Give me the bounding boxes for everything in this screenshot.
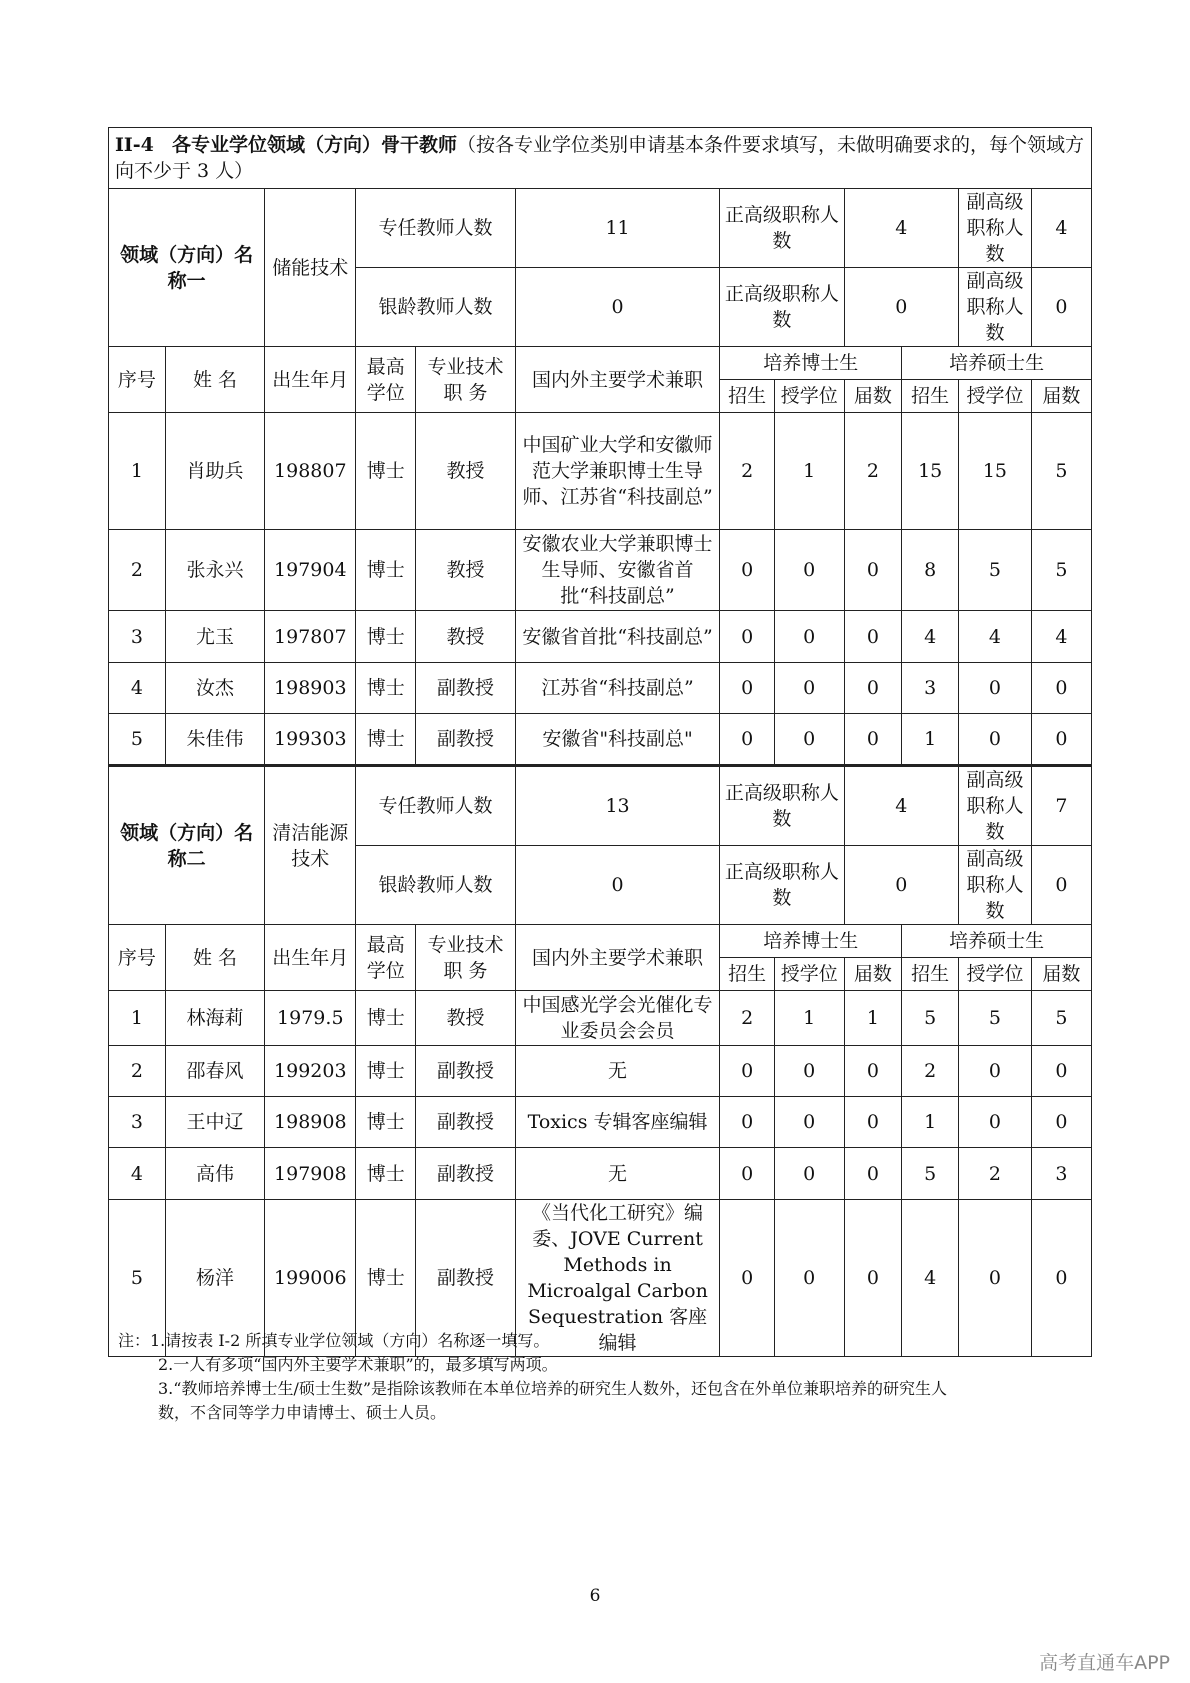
table-row xyxy=(109,1046,1092,1097)
label-senior: 正高级职称人数 xyxy=(720,189,844,268)
table-row xyxy=(109,611,1092,663)
header-seq: 序号 xyxy=(109,925,166,991)
table-title: 各专业学位领域（方向）骨干教师 xyxy=(172,134,458,156)
cell-positions: 安徽省"科技副总" xyxy=(515,714,720,766)
note-3: 3.“教师培养博士生/硕士生数”是指除该教师在本单位培养的研究生人数外，还包含在外单位兼职培养的研究生人 xyxy=(158,1379,948,1398)
cell-master-grant: 4 xyxy=(959,611,1032,663)
header-degree: 最高学位 xyxy=(356,347,416,413)
cell-degree: 博士 xyxy=(356,1148,416,1200)
cell-master-grant: 5 xyxy=(959,530,1032,611)
cell-phd-recruit: 0 xyxy=(720,1097,775,1148)
label-silver: 银龄教师人数 xyxy=(356,846,516,925)
table-row xyxy=(109,1148,1092,1200)
value-silver-senior: 0 xyxy=(844,846,959,925)
cell-phd-cohort: 2 xyxy=(844,413,902,530)
cell-positions: 安徽省首批“科技副总” xyxy=(515,611,720,663)
cell-degree: 博士 xyxy=(356,611,416,663)
cell-name: 肖助兵 xyxy=(165,413,265,530)
header-name: 姓 名 xyxy=(165,347,265,413)
cell-seq: 2 xyxy=(109,1046,166,1097)
cell-master-cohort: 0 xyxy=(1031,714,1091,766)
cell-birth: 197904 xyxy=(265,530,356,611)
cell-degree: 博士 xyxy=(356,1200,416,1357)
value-senior: 4 xyxy=(844,189,959,268)
cell-title: 副教授 xyxy=(416,1148,516,1200)
header-phd: 培养博士生 xyxy=(720,925,902,958)
cell-master-grant: 0 xyxy=(959,1200,1032,1357)
cell-phd-cohort: 1 xyxy=(844,991,902,1046)
cell-degree: 博士 xyxy=(356,530,416,611)
cell-name: 朱佳伟 xyxy=(165,714,265,766)
cell-positions: 中国感光学会光催化专业委员会会员 xyxy=(515,991,720,1046)
cell-name: 王中辽 xyxy=(165,1097,265,1148)
cell-title: 教授 xyxy=(416,530,516,611)
cell-name: 邵春风 xyxy=(165,1046,265,1097)
table-row xyxy=(109,413,1092,530)
table-row xyxy=(109,991,1092,1046)
cell-birth: 198908 xyxy=(265,1097,356,1148)
cell-master-cohort: 0 xyxy=(1031,1046,1091,1097)
label-full-time: 专任教师人数 xyxy=(356,766,516,846)
cell-master-grant: 0 xyxy=(959,1097,1032,1148)
cell-name: 林海莉 xyxy=(165,991,265,1046)
cell-master-recruit: 4 xyxy=(902,611,959,663)
cell-phd-cohort: 0 xyxy=(844,1148,902,1200)
cell-degree: 博士 xyxy=(356,714,416,766)
header-positions: 国内外主要学术兼职 xyxy=(515,347,720,413)
cell-birth: 197807 xyxy=(265,611,356,663)
cell-positions: 中国矿业大学和安徽师范大学兼职博士生导师、江苏省“科技副总” xyxy=(515,413,720,530)
cell-title: 副教授 xyxy=(416,1097,516,1148)
cell-phd-cohort: 0 xyxy=(844,663,902,714)
cell-positions: 江苏省“科技副总” xyxy=(515,663,720,714)
cell-phd-grant: 0 xyxy=(774,1046,844,1097)
cell-degree: 博士 xyxy=(356,663,416,714)
cell-master-cohort: 5 xyxy=(1031,530,1091,611)
cell-phd-recruit: 0 xyxy=(720,530,775,611)
cell-phd-cohort: 0 xyxy=(844,1200,902,1357)
value-vice-senior: 7 xyxy=(1031,766,1091,846)
value-silver-vice: 0 xyxy=(1031,846,1091,925)
label-senior: 正高级职称人数 xyxy=(720,766,844,846)
cell-name: 汝杰 xyxy=(165,663,265,714)
value-silver: 0 xyxy=(515,846,720,925)
cell-title: 副教授 xyxy=(416,714,516,766)
cell-title: 教授 xyxy=(416,991,516,1046)
cell-phd-grant: 0 xyxy=(774,530,844,611)
header-master: 培养硕士生 xyxy=(902,347,1092,380)
note-2: 2.一人有多项“国内外主要学术兼职”的，最多填写两项。 xyxy=(158,1355,558,1374)
value-full-time: 11 xyxy=(515,189,720,268)
label-full-time: 专任教师人数 xyxy=(356,189,516,268)
cell-positions: 无 xyxy=(515,1046,720,1097)
cell-master-cohort: 5 xyxy=(1031,413,1091,530)
value-silver: 0 xyxy=(515,268,720,347)
cell-phd-recruit: 2 xyxy=(720,413,775,530)
cell-seq: 3 xyxy=(109,611,166,663)
cell-phd-recruit: 0 xyxy=(720,1148,775,1200)
label-silver-vice: 副高级职称人数 xyxy=(959,846,1032,925)
cell-phd-grant: 1 xyxy=(774,991,844,1046)
header-degree: 最高学位 xyxy=(356,925,416,991)
cell-phd-recruit: 0 xyxy=(720,1046,775,1097)
value-full-time: 13 xyxy=(515,766,720,846)
cell-birth: 1979.5 xyxy=(265,991,356,1046)
table-row xyxy=(109,714,1092,766)
cell-phd-cohort: 0 xyxy=(844,1046,902,1097)
header-master-recruit: 招生 xyxy=(902,380,959,413)
cell-degree: 博士 xyxy=(356,1046,416,1097)
label-silver: 银龄教师人数 xyxy=(356,268,516,347)
cell-phd-recruit: 2 xyxy=(720,991,775,1046)
header-phd-cohort: 届数 xyxy=(844,380,902,413)
label-silver-vice: 副高级职称人数 xyxy=(959,268,1032,347)
cell-master-recruit: 5 xyxy=(902,991,959,1046)
cell-master-recruit: 8 xyxy=(902,530,959,611)
watermark: 高考直通车APP xyxy=(1039,1652,1170,1674)
table-notes xyxy=(118,1329,1078,1425)
cell-seq: 1 xyxy=(109,991,166,1046)
table-row xyxy=(109,530,1092,611)
header-phd-grant: 授学位 xyxy=(774,380,844,413)
cell-master-cohort: 3 xyxy=(1031,1148,1091,1200)
header-master-recruit: 招生 xyxy=(902,958,959,991)
cell-title: 副教授 xyxy=(416,1046,516,1097)
cell-title: 教授 xyxy=(416,413,516,530)
header-title: 专业技术职 务 xyxy=(416,347,516,413)
cell-birth: 199203 xyxy=(265,1046,356,1097)
cell-title: 副教授 xyxy=(416,663,516,714)
value-senior: 4 xyxy=(844,766,959,846)
cell-seq: 4 xyxy=(109,1148,166,1200)
header-seq: 序号 xyxy=(109,347,166,413)
cell-master-recruit: 15 xyxy=(902,413,959,530)
cell-master-grant: 15 xyxy=(959,413,1032,530)
cell-master-recruit: 5 xyxy=(902,1148,959,1200)
faculty-table xyxy=(108,127,1092,1357)
header-master-grant: 授学位 xyxy=(959,380,1032,413)
cell-name: 杨洋 xyxy=(165,1200,265,1357)
cell-master-cohort: 4 xyxy=(1031,611,1091,663)
cell-degree: 博士 xyxy=(356,991,416,1046)
cell-master-recruit: 4 xyxy=(902,1200,959,1357)
cell-positions: Toxics 专辑客座编辑 xyxy=(515,1097,720,1148)
cell-title: 教授 xyxy=(416,611,516,663)
cell-master-cohort: 5 xyxy=(1031,991,1091,1046)
cell-name: 张永兴 xyxy=(165,530,265,611)
field-label: 领域（方向）名称二 xyxy=(109,766,265,925)
table-row xyxy=(109,663,1092,714)
cell-master-grant: 5 xyxy=(959,991,1032,1046)
cell-positions: 无 xyxy=(515,1148,720,1200)
field-section-2 xyxy=(109,766,1092,1357)
header-phd-cohort: 届数 xyxy=(844,958,902,991)
header-phd-grant: 授学位 xyxy=(774,958,844,991)
cell-phd-grant: 0 xyxy=(774,714,844,766)
cell-phd-cohort: 0 xyxy=(844,530,902,611)
cell-phd-recruit: 0 xyxy=(720,1200,775,1357)
header-master: 培养硕士生 xyxy=(902,925,1092,958)
label-vice-senior: 副高级职称人数 xyxy=(959,766,1032,846)
cell-positions: 安徽农业大学兼职博士生导师、安徽省首批“科技副总” xyxy=(515,530,720,611)
cell-master-grant: 0 xyxy=(959,1046,1032,1097)
label-silver-senior: 正高级职称人数 xyxy=(720,268,844,347)
cell-phd-cohort: 0 xyxy=(844,1097,902,1148)
cell-positions: 《当代化工研究》编委、JOVE Current Methods in Microalgal Carbon Sequestration 客座编辑 xyxy=(515,1200,720,1357)
cell-degree: 博士 xyxy=(356,1097,416,1148)
cell-name: 尤玉 xyxy=(165,611,265,663)
header-title: 专业技术职 务 xyxy=(416,925,516,991)
header-positions: 国内外主要学术兼职 xyxy=(515,925,720,991)
cell-title: 副教授 xyxy=(416,1200,516,1357)
cell-master-cohort: 0 xyxy=(1031,1200,1091,1357)
cell-degree: 博士 xyxy=(356,413,416,530)
field-name: 清洁能源技术 xyxy=(265,766,356,925)
cell-master-recruit: 2 xyxy=(902,1046,959,1097)
cell-birth: 199006 xyxy=(265,1200,356,1357)
cell-phd-grant: 0 xyxy=(774,1200,844,1357)
cell-phd-recruit: 0 xyxy=(720,663,775,714)
cell-seq: 5 xyxy=(109,1200,166,1357)
label-silver-senior: 正高级职称人数 xyxy=(720,846,844,925)
cell-phd-cohort: 0 xyxy=(844,714,902,766)
cell-birth: 197908 xyxy=(265,1148,356,1200)
cell-phd-cohort: 0 xyxy=(844,611,902,663)
cell-seq: 4 xyxy=(109,663,166,714)
cell-seq: 3 xyxy=(109,1097,166,1148)
header-master-grant: 授学位 xyxy=(959,958,1032,991)
value-silver-senior: 0 xyxy=(844,268,959,347)
cell-phd-grant: 1 xyxy=(774,413,844,530)
cell-master-cohort: 0 xyxy=(1031,663,1091,714)
cell-master-recruit: 1 xyxy=(902,1097,959,1148)
value-silver-vice: 0 xyxy=(1031,268,1091,347)
cell-seq: 1 xyxy=(109,413,166,530)
cell-phd-recruit: 0 xyxy=(720,714,775,766)
cell-master-recruit: 3 xyxy=(902,663,959,714)
header-birth: 出生年月 xyxy=(265,347,356,413)
field-name: 储能技术 xyxy=(265,189,356,347)
header-phd-recruit: 招生 xyxy=(720,958,775,991)
cell-phd-recruit: 0 xyxy=(720,611,775,663)
note-4: 数，不含同等学力申请博士、硕士人员。 xyxy=(158,1403,447,1422)
page-number: 6 xyxy=(589,1586,601,1606)
header-master-cohort: 届数 xyxy=(1031,958,1091,991)
table-row xyxy=(109,1097,1092,1148)
cell-birth: 198807 xyxy=(265,413,356,530)
field-label: 领域（方向）名称一 xyxy=(109,189,265,347)
cell-master-grant: 0 xyxy=(959,663,1032,714)
cell-master-cohort: 0 xyxy=(1031,1097,1091,1148)
cell-seq: 2 xyxy=(109,530,166,611)
header-phd: 培养博士生 xyxy=(720,347,902,380)
table-description: （按各专业学位类别申请基本条件要求填写，未做明确要求的，每个领域方向不少于 3 人） xyxy=(115,134,1085,182)
cell-phd-grant: 0 xyxy=(774,1148,844,1200)
cell-phd-grant: 0 xyxy=(774,663,844,714)
cell-name: 高伟 xyxy=(165,1148,265,1200)
cell-master-grant: 0 xyxy=(959,714,1032,766)
header-master-cohort: 届数 xyxy=(1031,380,1091,413)
table-title-cell xyxy=(109,128,1092,189)
header-birth: 出生年月 xyxy=(265,925,356,991)
note-1: 注：1.请按表 I-2 所填专业学位领域（方向）名称逐一填写。 xyxy=(118,1331,550,1350)
cell-birth: 198903 xyxy=(265,663,356,714)
header-phd-recruit: 招生 xyxy=(720,380,775,413)
value-vice-senior: 4 xyxy=(1031,189,1091,268)
cell-master-grant: 2 xyxy=(959,1148,1032,1200)
cell-phd-grant: 0 xyxy=(774,1097,844,1148)
cell-seq: 5 xyxy=(109,714,166,766)
table-code: II-4 xyxy=(115,134,154,156)
label-vice-senior: 副高级职称人数 xyxy=(959,189,1032,268)
cell-birth: 199303 xyxy=(265,714,356,766)
cell-master-recruit: 1 xyxy=(902,714,959,766)
header-name: 姓 名 xyxy=(165,925,265,991)
field-section-1 xyxy=(109,189,1092,766)
cell-phd-grant: 0 xyxy=(774,611,844,663)
